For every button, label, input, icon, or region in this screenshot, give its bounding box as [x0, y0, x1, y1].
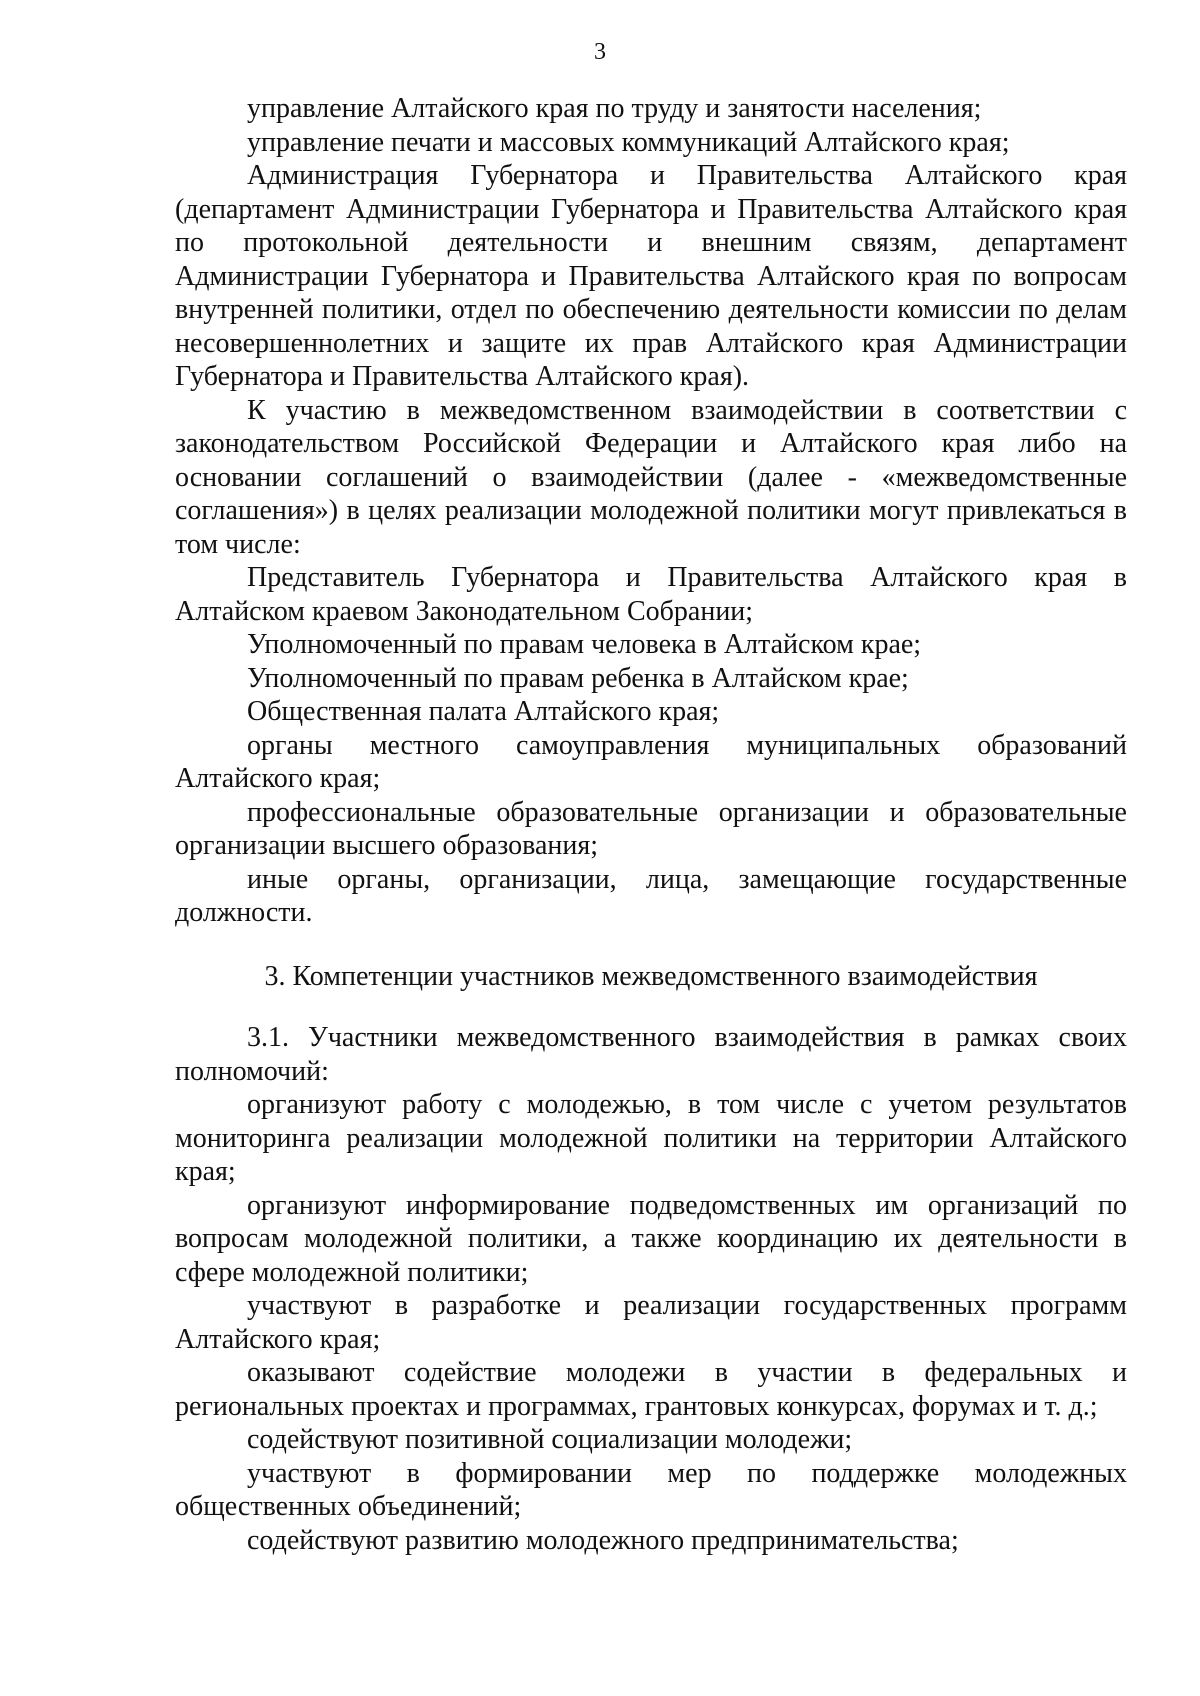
- paragraph: К участию в межведомственном взаимодействии в соответствии с законодательством Российской Федерации и Алтайского края либо на основании соглашений о взаимодействии (далее - «межведомственные соглашения») в целях реализации молодежной политики могут привлекаться в том числе:: [175, 394, 1127, 560]
- paragraph: Администрация Губернатора и Правительства Алтайского края (департамент Администрации Губернатора и Правительства Алтайского края по протокольной деятельности и внешним связям, департамент Администрации Губернатора и Правительства Алтайского края по вопросам внутренней политики, отдел по обеспечению деятельности комиссии по делам несовершеннолетних и защите их прав Алтайского края Администрации Губернатора и Правительства Алтайского края).: [175, 160, 1127, 392]
- paragraph: Общественная палата Алтайского края;: [247, 696, 720, 727]
- paragraph: органы местного самоуправления муниципальных образований Алтайского края;: [175, 729, 1127, 794]
- section-heading: 3. Компетенции участников межведомственного взаимодействия: [264, 960, 1038, 992]
- paragraph: Уполномоченный по правам ребенка в Алтайском крае;: [247, 662, 909, 694]
- paragraph: 3.1. Участники межведомственного взаимодействия в рамках своих полномочий:: [175, 1022, 1127, 1087]
- paragraph: Уполномоченный по правам человека в Алтайском крае;: [247, 629, 922, 660]
- paragraph: организуют информирование подведомственных им организаций по вопросам молодежной политики, а также координацию их деятельности в сфере молодежной политики;: [175, 1189, 1127, 1288]
- paragraph: профессиональные образовательные организации и образовательные организации высшего образования;: [175, 796, 1127, 861]
- paragraph: управление Алтайского края по труду и занятости населения;: [247, 93, 982, 124]
- page-number: 3: [594, 39, 606, 65]
- paragraph: управление печати и массовых коммуникаций Алтайского края;: [247, 126, 1010, 158]
- paragraph: содействуют позитивной социализации молодежи;: [247, 1424, 853, 1455]
- document-body: [175, 92, 1127, 1557]
- paragraph: иные органы, организации, лица, замещающие государственные должности.: [175, 863, 1127, 928]
- paragraph: содействуют развитию молодежного предпринимательства;: [247, 1524, 959, 1556]
- paragraph: организуют работу с молодежью, в том числе с учетом результатов мониторинга реализации молодежной политики на территории Алтайского края;: [175, 1089, 1127, 1187]
- paragraph: участвуют в разработке и реализации государственных программ Алтайского края;: [175, 1290, 1127, 1355]
- paragraph: участвуют в формировании мер по поддержке молодежных общественных объединений;: [175, 1457, 1127, 1522]
- paragraph: оказывают содействие молодежи в участии в федеральных и региональных проектах и программах, грантовых конкурсах, форумах и т. д.;: [175, 1357, 1127, 1422]
- paragraph: Представитель Губернатора и Правительства Алтайского края в Алтайском краевом Законодательном Собрании;: [175, 562, 1127, 627]
